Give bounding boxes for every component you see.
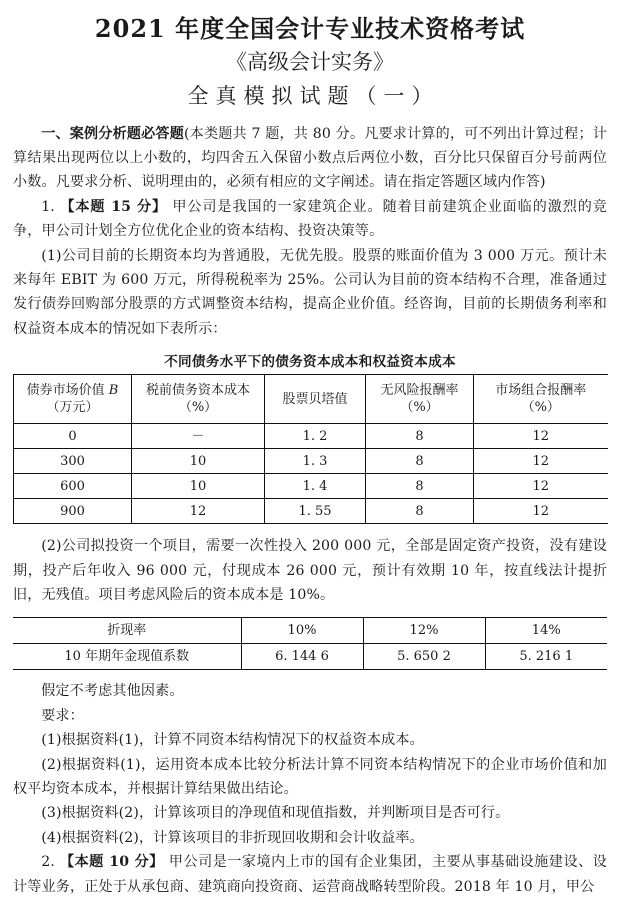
exam-title-line3: 全真模拟试题（一） [187, 84, 440, 109]
table-cell: 8 [366, 449, 474, 474]
table-cell: 12% [363, 618, 485, 644]
table-cell: 5. 216 1 [485, 644, 607, 670]
table-row [14, 499, 608, 524]
exam-title-line1: 2021 年度全国会计专业技术资格考试 [94, 14, 526, 43]
table-cell: 8 [366, 474, 474, 499]
table-cell: 12 [474, 499, 608, 524]
question1-requirement-item: (4)根据资料(2)，计算该项目的非折现回收期和会计收益率。 [41, 829, 424, 846]
table-cell: 12 [474, 474, 608, 499]
table-cell: 12 [474, 449, 608, 474]
table-row [14, 449, 608, 474]
table-cell: 0 [14, 424, 132, 449]
table-row [14, 424, 608, 449]
header-symbol-b: B [108, 383, 119, 399]
table-cell: 1. 2 [265, 424, 366, 449]
header-text-line1: 债券市场价值 [26, 383, 109, 399]
header-text-line1: 税前债务资本成本 [145, 383, 250, 399]
table-cost-caption: 不同债务水平下的债务资本成本和权益资本成本 [164, 354, 456, 371]
question1-intro-text: 甲公司是我国的一家建筑企业。随着目前建筑企业面临的激烈的竞争，甲公司计划全方位优化企业的资本结构、投资决策等。 [13, 198, 607, 240]
table-cost-header-cell [366, 375, 474, 424]
table-cell: 14% [485, 618, 607, 644]
table-cell: － [132, 424, 265, 449]
question1-requirement-item: (3)根据资料(2)，计算该项目的净现值和现值指数，并判断项目是否可行。 [41, 805, 510, 822]
table-cell: 10 [132, 474, 265, 499]
table-cost-header-row [14, 375, 608, 424]
table-row [14, 474, 608, 499]
question1-intro-paragraph [13, 195, 607, 244]
section1-instructions: (本类题共 7 题，共 80 分。凡要求计算的，可不列出计算过程；计算结果出现两位以上小数的，均四舍五入保留小数点后两位小数，百分比只保留百分号前两位小数。凡要求分析、说明理由的，必须有相应的文字阐述。请在指定答题区域内作答) [13, 125, 607, 191]
table-cell: 折现率 [13, 618, 241, 644]
table-cell: 10% [241, 618, 363, 644]
table-cell: 1. 55 [265, 499, 366, 524]
table-cell: 10 年期年金现值系数 [13, 644, 241, 670]
exam-page [0, 14, 620, 907]
table-cell: 5. 650 2 [363, 644, 485, 670]
table-cell: 900 [14, 499, 132, 524]
header-text-line1: 无风险报酬率 [380, 383, 459, 399]
table-cell: 600 [14, 474, 132, 499]
question1-requirements-label: 要求： [41, 707, 84, 724]
table-cell: 12 [474, 424, 608, 449]
table-cell: 10 [132, 449, 265, 474]
question1-score-tag: 【本题 15 分】 [60, 198, 167, 215]
header-text-line2: （%） [178, 400, 218, 416]
table-cell: 300 [14, 449, 132, 474]
table-debt-equity-cost [13, 374, 608, 524]
question1-material2: (2)公司拟投资一个项目，需要一次性投入 200 000 元，全部是固定资产投资，没有建设期，投产后年收入 96 000 元，付现成本 26 000 元，预计有效期 10 年，按直线法计提折旧，无残值。项目考虑风险后的资本成本是 10%。 [13, 538, 607, 604]
table-cell: 6. 144 6 [241, 644, 363, 670]
header-text-line2: （%） [521, 400, 560, 416]
question2-text: 甲公司是一家境内上市的国有企业集团，主要从事基础设施建设、设计等业务，正处于从承包商、建筑商向投资商、运营商战略转型阶段。2018 年 10 月，甲公 [13, 854, 608, 895]
table-cell: 12 [132, 499, 265, 524]
table-cost-header-cell [265, 375, 366, 424]
question1-requirement-item: (1)根据资料(1)，计算不同资本结构情况下的权益资本成本。 [41, 732, 424, 749]
table-cell: 1. 3 [265, 449, 366, 474]
section1-paragraph [13, 122, 607, 195]
question1-assumption: 假定不考虑其他因素。 [41, 683, 184, 700]
section1-marker: 一、 [41, 125, 70, 142]
header-text-line2: （万元） [46, 400, 99, 416]
section1-heading: 案例分析题必答题 [69, 125, 184, 142]
header-text-line1: 股票贝塔值 [282, 391, 348, 407]
table-cost-header-cell [132, 375, 265, 424]
table-cost-header-cell [474, 375, 608, 424]
question1-number: 1. [41, 198, 55, 215]
question2-number: 2. [41, 854, 55, 871]
question2-score-tag: 【本题 10 分】 [59, 854, 164, 871]
table-cell: 8 [366, 499, 474, 524]
exam-title-line2: 《高级会计实务》 [226, 50, 394, 74]
table-cost-header-cell [14, 375, 132, 424]
table-annuity-present-value [13, 617, 607, 670]
table-cell: 1. 4 [265, 474, 366, 499]
question1-material1: (1)公司目前的长期资本均为普通股，无优先股。股票的账面价值为 3 000 万元。预计未来每年 EBIT 为 600 万元，所得税税率为 25%。公司认为目前的资本结构不合理，准备通过发行债券回购部分股票的方式调整资本结构，提高企业价值。经咨询，目前的长期债务利率和权益资本成本的情况如下表所示： [13, 247, 607, 337]
header-text-line1: 市场组合报酬率 [495, 383, 587, 399]
question2-paragraph [13, 850, 607, 899]
question1-requirement-item: (2)根据资料(1)，运用资本成本比较分析法计算不同资本结构情况下的企业市场价值和加权平均资本成本，并根据计算结果做出结论。 [13, 756, 607, 798]
table-cell: 8 [366, 424, 474, 449]
table-row [13, 618, 607, 644]
table-row [13, 644, 607, 670]
header-text-line2: （%） [400, 400, 439, 416]
